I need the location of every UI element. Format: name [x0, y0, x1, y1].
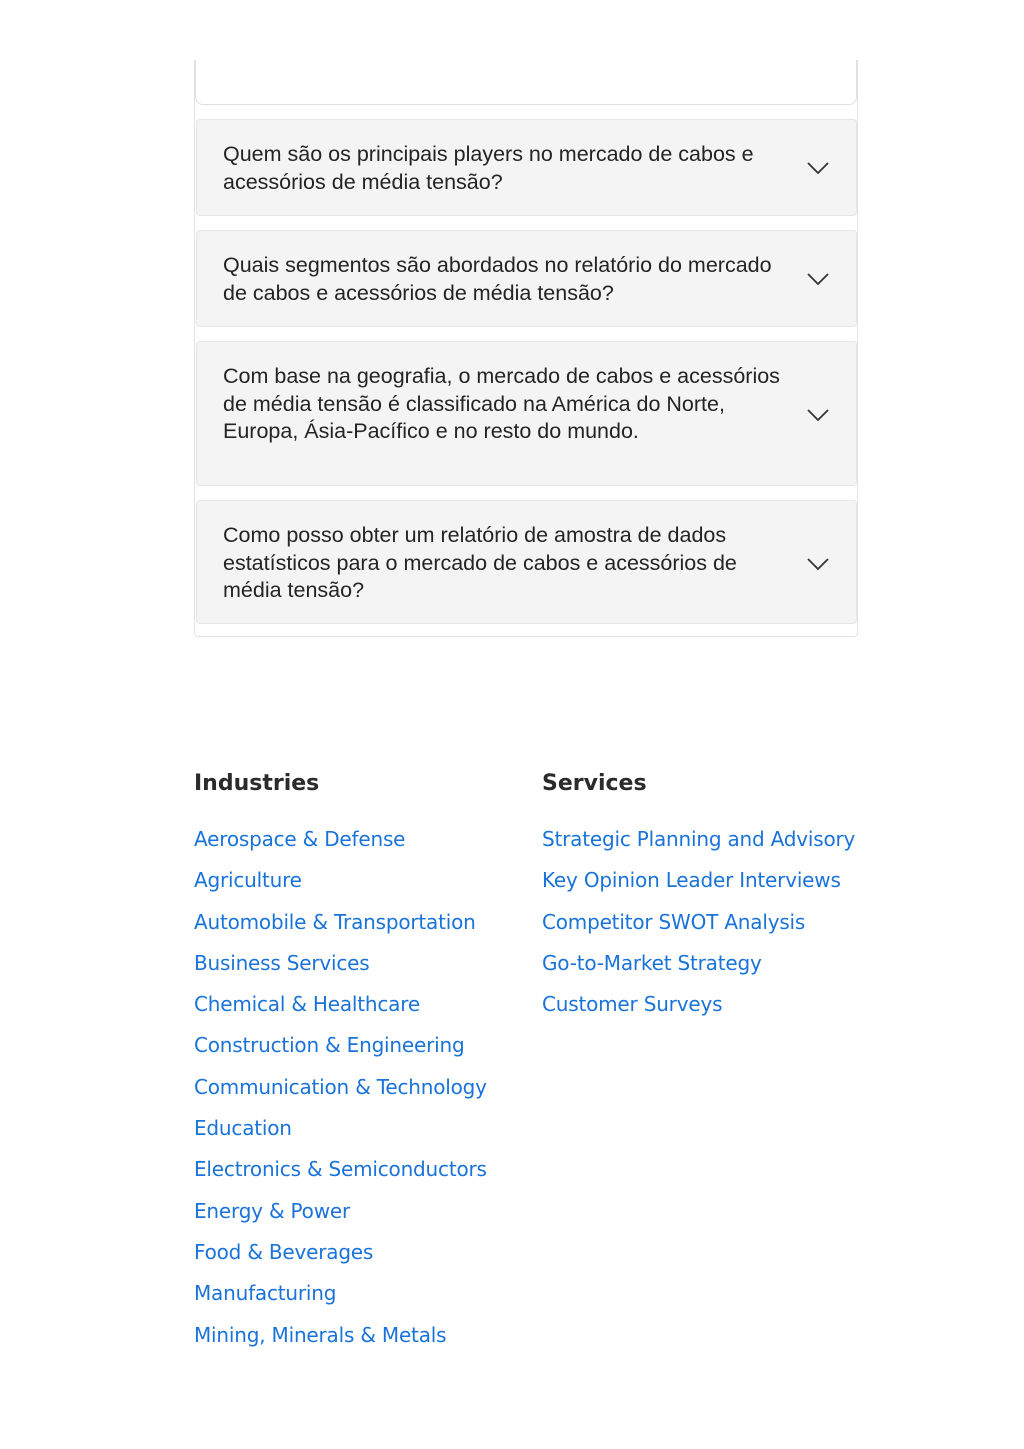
faq-item[interactable] [196, 230, 857, 327]
faq-question: Como posso obter um relatório de amostra de dados estatísticos para o mercado de cabos e acessórios de média tensão? [223, 523, 737, 602]
service-link[interactable]: Strategic Planning and Advisory [542, 827, 856, 851]
service-link[interactable]: Go-to-Market Strategy [542, 950, 762, 975]
chevron-down-icon[interactable] [806, 557, 830, 571]
faq-item[interactable] [196, 341, 857, 486]
industry-link[interactable]: Electronics & Semiconductors [194, 1157, 487, 1182]
industries-heading: Industries [194, 771, 320, 796]
industry-link[interactable]: Business Services [194, 950, 370, 975]
chevron-down-icon[interactable] [806, 272, 830, 286]
faq-question: Quem são os principais players no mercado de cabos e acessórios de média tensão? [223, 142, 754, 194]
service-link[interactable]: Key Opinion Leader Interviews [542, 868, 841, 893]
industry-link[interactable]: Automobile & Transportation [194, 909, 476, 934]
faq-item[interactable] [196, 119, 857, 216]
industry-link[interactable]: Chemical & Healthcare [194, 992, 420, 1017]
industry-link[interactable]: Construction & Engineering [194, 1033, 465, 1058]
industry-link[interactable]: Communication & Technology [194, 1074, 487, 1099]
industry-link[interactable]: Aerospace & Defense [194, 827, 406, 851]
footer-industries [194, 768, 514, 1364]
faq-question: Com base na geografia, o mercado de cabos e acessórios de média tensão é classificado na América do Norte, Europa, Ásia-Pacífico e no resto do mundo. [223, 364, 780, 443]
faq-question: Quais segmentos são abordados no relatório do mercado de cabos e acessórios de média tensão? [223, 253, 772, 305]
footer-services [542, 768, 862, 1033]
services-heading: Services [542, 771, 647, 796]
industry-link[interactable]: Education [194, 1116, 292, 1141]
chevron-down-icon[interactable] [806, 161, 830, 175]
faq-item[interactable] [196, 500, 857, 624]
industry-link[interactable]: Energy & Power [194, 1198, 350, 1223]
faq-previous-answer-panel [195, 60, 857, 105]
industry-link[interactable]: Agriculture [194, 868, 302, 893]
chevron-down-icon[interactable] [806, 408, 830, 422]
industry-link[interactable]: Mining, Minerals & Metals [194, 1322, 447, 1347]
industries-list [194, 827, 514, 1364]
services-list [542, 827, 862, 1033]
industry-link[interactable]: Manufacturing [194, 1281, 337, 1306]
industry-link[interactable]: Food & Beverages [194, 1239, 374, 1264]
service-link[interactable]: Customer Surveys [542, 992, 723, 1017]
service-link[interactable]: Competitor SWOT Analysis [542, 909, 806, 934]
